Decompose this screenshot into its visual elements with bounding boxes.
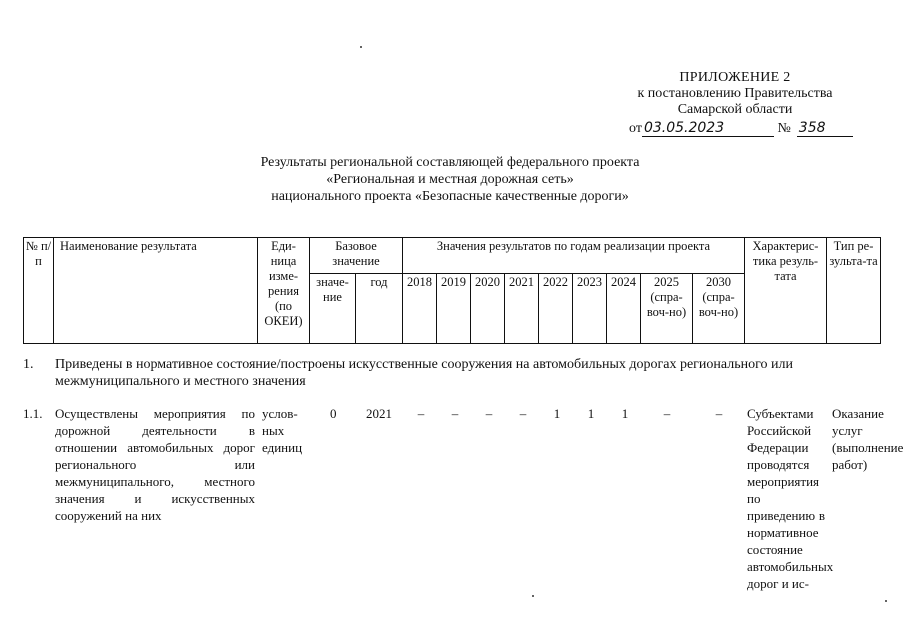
appendix-line-3: Самарской области — [677, 102, 793, 117]
row-value-2020: – — [485, 406, 493, 421]
row-value-2019: – — [451, 406, 459, 421]
header-year-2025: 2025 (спра-воч-но) — [641, 274, 693, 344]
row-value-2024: 1 — [621, 406, 629, 421]
results-table-header — [23, 237, 881, 344]
row-characteristic: Субъектами Российской Федерации проводятся мероприятия по приведению в нормативное состояние автомобильных дорог и ис- — [747, 406, 834, 591]
section-number: 1. — [23, 357, 34, 372]
header-values-by-year: Значения результатов по годам реализации проекта — [403, 238, 745, 274]
appendix-header — [600, 70, 870, 118]
appendix-title: ПРИЛОЖЕНИЕ 2 — [679, 70, 791, 85]
section-text: Приведены в нормативное состояние/построены искусственные сооружения на автомобильных дорогах регионального или межмуниципального и местного значения — [55, 357, 793, 389]
title-line-1: Результаты региональной составляющей федерального проекта — [260, 155, 640, 170]
header-year: 2024 — [607, 274, 641, 344]
decree-date-number — [629, 120, 853, 137]
handwritten-number: 358 — [797, 120, 853, 137]
header-base-value: значе-ние — [310, 274, 356, 344]
row-value-2023: 1 — [587, 406, 595, 421]
row-value-2021: – — [519, 406, 527, 421]
appendix-line-2: к постановлению Правительства — [637, 86, 833, 101]
row-base-value: 0 — [330, 406, 337, 421]
header-year: 2018 — [403, 274, 437, 344]
from-label: от — [629, 121, 642, 136]
number-label: № — [777, 121, 791, 136]
row-base-year: 2021 — [366, 406, 392, 421]
header-year: 2019 — [437, 274, 471, 344]
header-year-2030: 2030 (спра-воч-но) — [693, 274, 745, 344]
document-title — [180, 154, 720, 205]
header-year: 2022 — [539, 274, 573, 344]
header-year: 2020 — [471, 274, 505, 344]
row-value-2022: 1 — [553, 406, 561, 421]
title-line-3: национального проекта «Безопасные качественные дороги» — [271, 189, 629, 204]
row-number: 1.1. — [23, 406, 43, 421]
handwritten-date: 03.05.2023 — [642, 120, 774, 137]
row-name: Осуществлены мероприятия по дорожной деятельности в отношении автомобильных дорог регионального или межмуниципального, местного значения и искусственных сооружений на них — [55, 406, 255, 523]
header-base: Базовое значение — [310, 238, 403, 274]
row-value-2018: – — [417, 406, 425, 421]
header-year: 2021 — [505, 274, 539, 344]
header-name: Наименование результата — [54, 238, 258, 344]
header-characteristic: Характерис-тика резуль-тата — [745, 238, 827, 344]
row-value-2025: – — [663, 406, 671, 421]
scan-speck — [885, 600, 887, 602]
scan-speck — [360, 46, 362, 48]
header-unit: Еди-ница изме-рения (по ОКЕИ) — [258, 238, 310, 344]
row-type: Оказание услуг (выполнение работ) — [832, 406, 904, 472]
row-value-2030: – — [715, 406, 723, 421]
header-base-year: год — [356, 274, 403, 344]
title-line-2: «Региональная и местная дорожная сеть» — [326, 172, 574, 187]
header-num: № п/п — [24, 238, 54, 344]
scan-speck — [532, 595, 534, 597]
header-type: Тип ре-зульта-та — [827, 238, 881, 344]
header-year: 2023 — [573, 274, 607, 344]
row-unit: услов-ных единиц — [262, 406, 303, 455]
